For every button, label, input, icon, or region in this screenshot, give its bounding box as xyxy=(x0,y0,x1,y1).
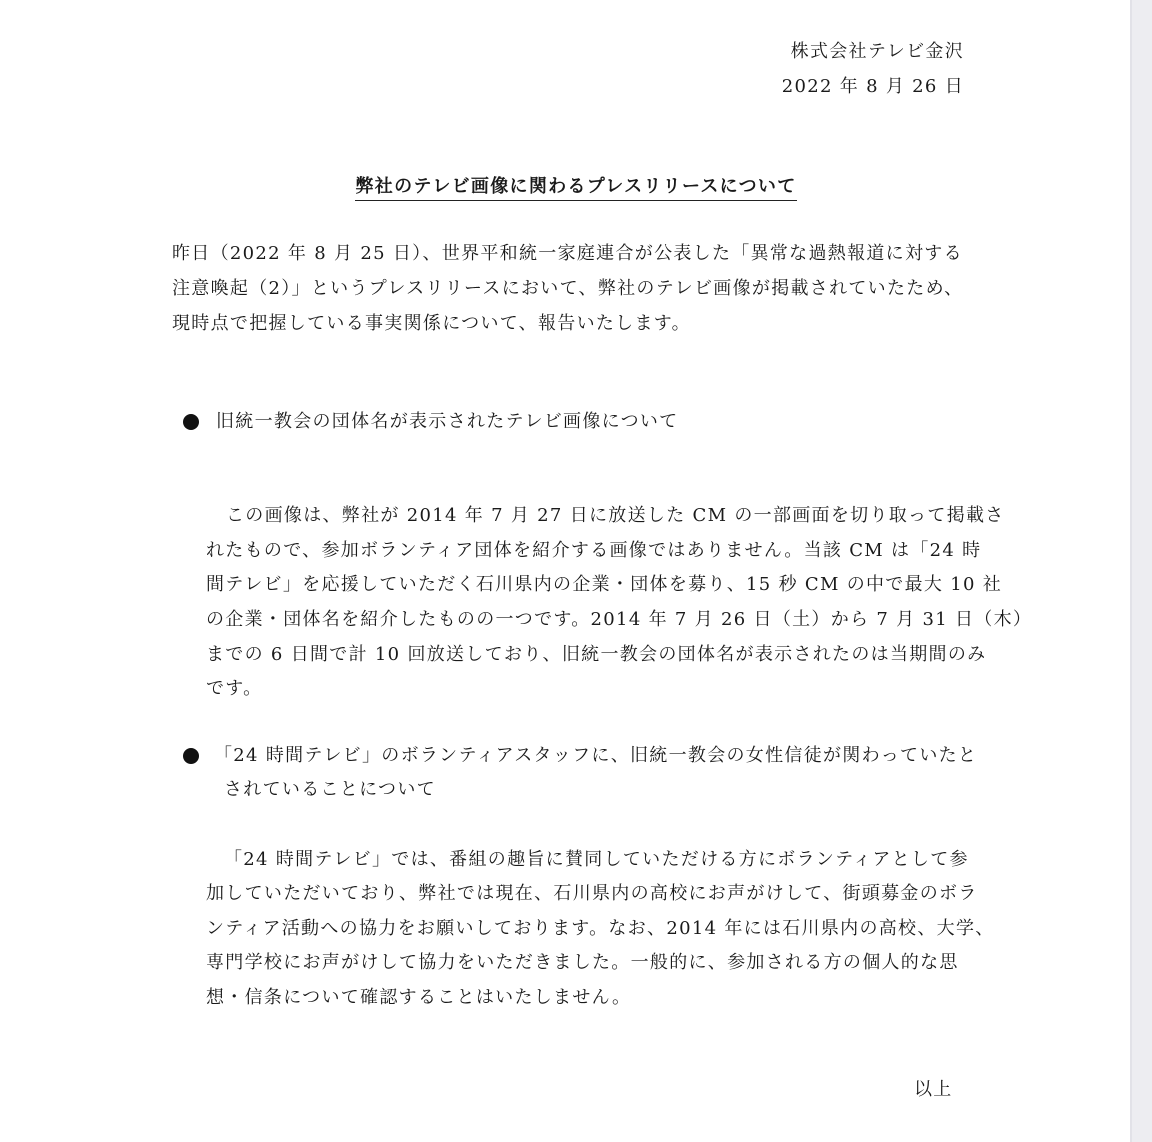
intro-line: 現時点で把握している事実関係について、報告いたします。 xyxy=(172,313,691,334)
section2-line: 専門学校にお声がけして協力をいただきました。一般的に、参加される方の個人的な思 xyxy=(206,952,959,973)
section2-heading: 「24 時間テレビ」のボランティアスタッフに、旧統一教会の女性信徒が関わっていたと xyxy=(214,745,978,766)
page-edge xyxy=(1130,0,1152,1142)
section2-line: 「24 時間テレビ」では、番組の趣旨に賛同していただける方にボランティアとして参 xyxy=(224,849,969,870)
section1-heading: 旧統一教会の団体名が表示されたテレビ画像について xyxy=(216,411,679,432)
intro-line: 注意喚起（2）」というプレスリリースにおいて、弊社のテレビ画像が掲載されていたため、 xyxy=(172,278,964,299)
section1-line: れたもので、参加ボランティア団体を紹介する画像ではありません。当該 CM は「24 時 xyxy=(206,540,982,561)
document-title xyxy=(0,175,1152,199)
section2-line: 加していただいており、弊社では現在、石川県内の高校にお声がけして、街頭募金のボラ xyxy=(206,883,978,904)
company-name: 株式会社テレビ金沢 xyxy=(790,41,964,62)
bullet-icon xyxy=(183,748,199,764)
section2-line: ンティア活動への協力をお願いしております。なお、2014 年には石川県内の高校、大学、 xyxy=(206,918,995,939)
issue-date: 2022 年 8 月 26 日 xyxy=(781,76,964,97)
title-text: 弊社のテレビ画像に関わるプレスリリースについて xyxy=(355,176,796,201)
section1-line: です。 xyxy=(206,678,263,699)
section2-heading: されていることについて xyxy=(224,779,436,800)
section1-line: の企業・団体名を紹介したものの一つです。2014 年 7 月 26 日（土）から 7 月 31 日（木） xyxy=(206,609,1033,630)
intro-line: 昨日（2022 年 8 月 25 日）、世界平和統一家庭連合が公表した「異常な過熱報道に対する xyxy=(172,243,963,264)
section2-line: 想・信条について確認することはいたしません。 xyxy=(206,987,632,1008)
section1-line: 間テレビ」を応援していただく石川県内の企業・団体を募り、15 秒 CM の中で最大 10 社 xyxy=(206,574,1003,595)
bullet-icon xyxy=(183,414,199,430)
section1-line: までの 6 日間で計 10 回放送しており、旧統一教会の団体名が表示されたのは当期間のみ xyxy=(206,644,987,665)
section1-line: この画像は、弊社が 2014 年 7 月 27 日に放送した CM の一部画面を切り取って掲載さ xyxy=(226,505,1005,526)
closing-text: 以上 xyxy=(914,1079,953,1100)
